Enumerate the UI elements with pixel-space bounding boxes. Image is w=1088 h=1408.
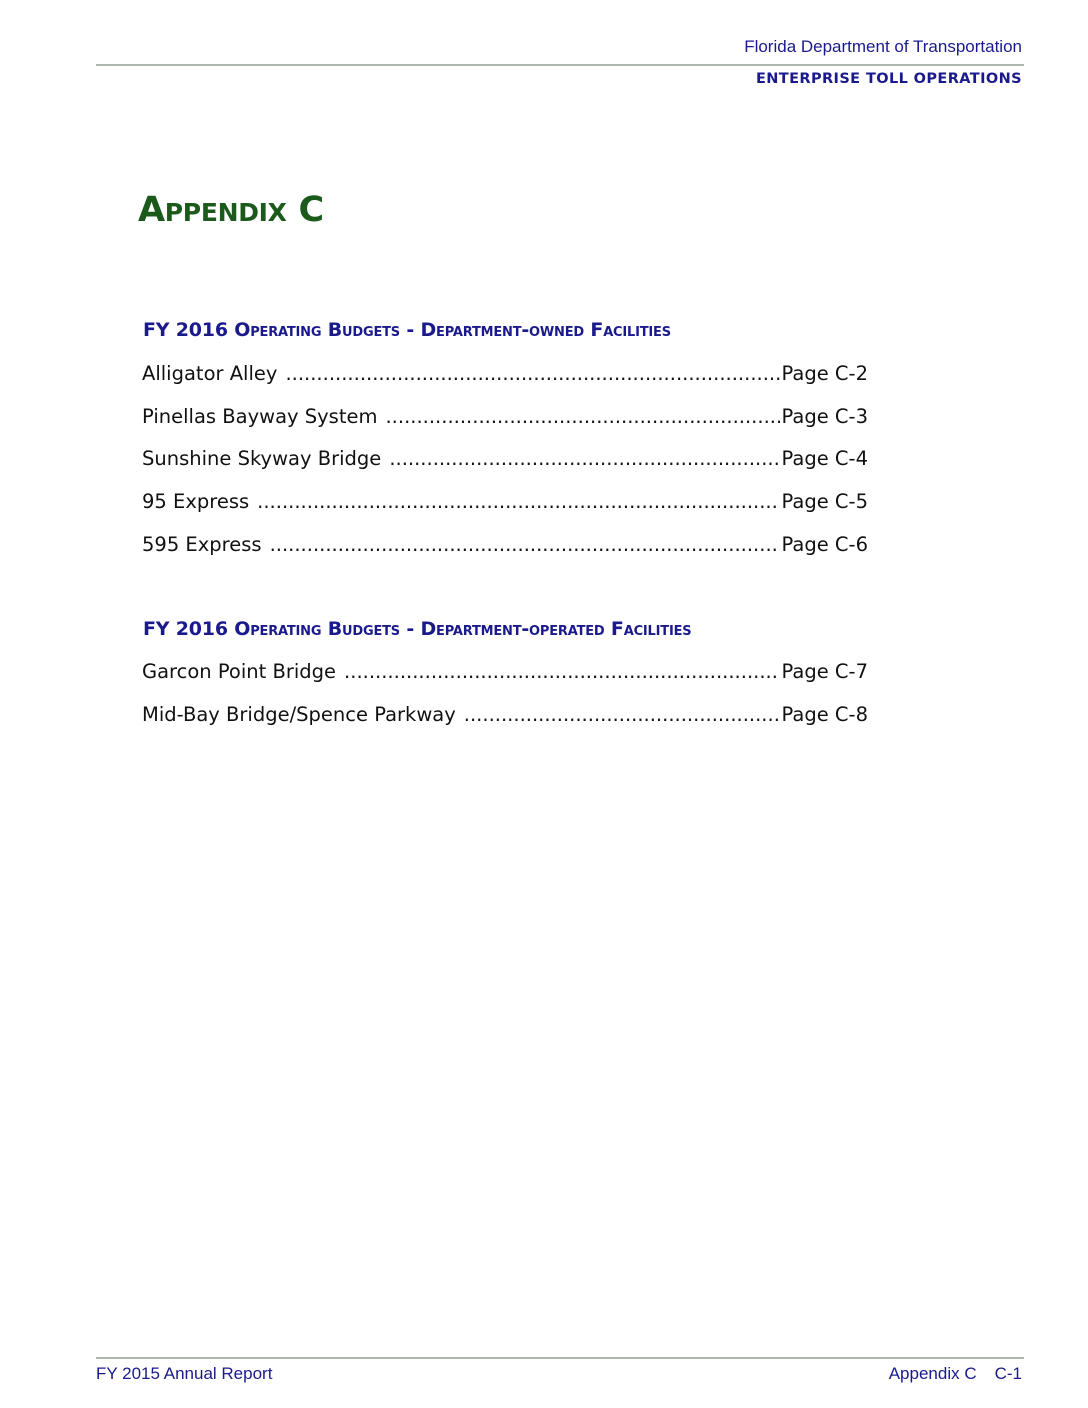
- division-name: ENTERPRISE TOLL OPERATIONS: [755, 71, 1022, 87]
- toc-entry[interactable]: [142, 703, 868, 746]
- toc-entry[interactable]: [142, 405, 868, 448]
- toc-entry-page: Page C-6: [781, 532, 868, 556]
- dot-leader: [344, 660, 779, 683]
- dot-leader: [385, 405, 779, 428]
- dot-leader: [389, 447, 779, 470]
- toc-entry-label: Alligator Alley: [142, 362, 278, 385]
- dot-leader: [285, 362, 779, 385]
- dot-leader: [270, 533, 780, 556]
- toc-entry[interactable]: [142, 660, 868, 703]
- toc-entry[interactable]: [142, 490, 868, 533]
- toc-entry[interactable]: [142, 447, 868, 490]
- section-heading-department-owned: FY 2016 Operating Budgets - Department-owned Facilities: [143, 319, 671, 341]
- footer-page-ref: [889, 1364, 1022, 1384]
- toc-entry[interactable]: [142, 362, 868, 405]
- dot-leader: [464, 703, 780, 726]
- toc-entry-label: Pinellas Bayway System: [142, 404, 378, 428]
- toc-entry-page: Page C-5: [781, 490, 868, 514]
- dot-leader: [257, 490, 779, 513]
- toc-list-department-operated: [142, 660, 868, 745]
- footer-page-number: C-1: [994, 1364, 1022, 1383]
- toc-entry[interactable]: [142, 533, 868, 576]
- toc-entry-label: Mid-Bay Bridge/Spence Parkway: [142, 702, 456, 726]
- footer-report-title: FY 2015 Annual Report: [96, 1364, 273, 1383]
- organization-name: Florida Department of Transportation: [744, 37, 1022, 56]
- footer-divider: [96, 1357, 1024, 1359]
- header-divider: [96, 64, 1024, 66]
- toc-entry-label: 595 Express: [142, 532, 262, 556]
- toc-entry-page: Page C-3: [781, 404, 868, 428]
- toc-entry-label: Sunshine Skyway Bridge: [142, 447, 382, 471]
- page-title: Appendix C: [138, 190, 324, 230]
- toc-list-department-owned: [142, 362, 868, 575]
- toc-entry-page: Page C-2: [781, 362, 868, 385]
- toc-entry-label: 95 Express: [142, 490, 250, 514]
- footer-section: Appendix C: [888, 1364, 977, 1383]
- toc-entry-page: Page C-7: [781, 660, 868, 683]
- section-heading-department-operated: FY 2016 Operating Budgets - Department-operated Facilities: [143, 618, 692, 640]
- toc-entry-page: Page C-4: [781, 447, 868, 471]
- toc-entry-page: Page C-8: [781, 702, 868, 726]
- toc-entry-label: Garcon Point Bridge: [142, 660, 337, 683]
